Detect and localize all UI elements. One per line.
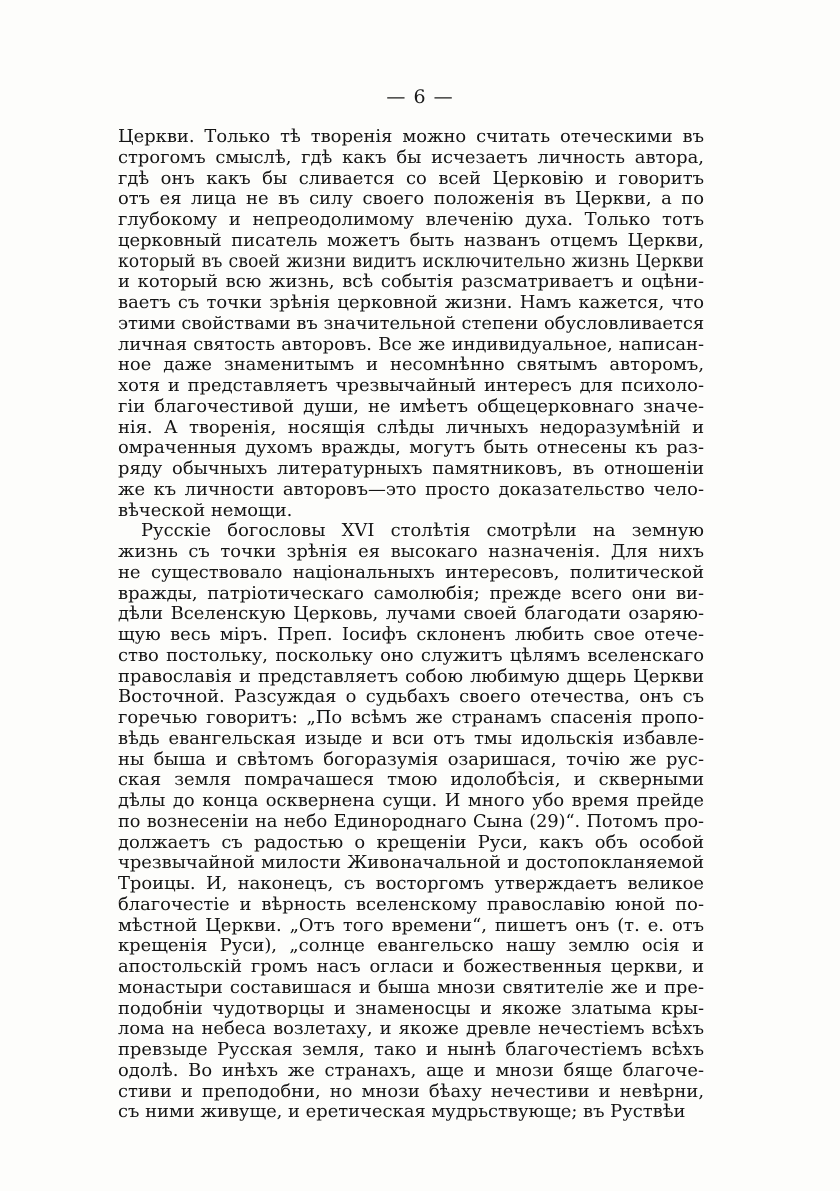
text-line: Русскіе богословы XVI столѣтія смотрѣли на земную <box>141 521 704 542</box>
text-line: церковный писатель можетъ быть названъ отцемъ Церкви, <box>118 230 704 251</box>
text-line: ны быша и свѣтомъ богоразумія озаришася, точію же рус- <box>118 749 704 770</box>
text-line: личная святость авторовъ. Все же индивидуальное, написан- <box>118 334 704 355</box>
paragraph <box>118 521 704 1123</box>
text-line: отъ ея лица не въ силу своего положенія въ Церкви, а по <box>118 189 704 210</box>
text-line: православія и представляетъ собою любимую дщерь Церкви <box>118 666 704 687</box>
text-line: Восточной. Разсуждая о судьбахъ своего отечества, онъ съ <box>118 687 704 708</box>
text-line: мѣстной Церкви. „Отъ того времени“, пишетъ онъ (т. е. отъ <box>118 915 704 936</box>
text-line: вражды, патріотическаго самолюбія; прежде всего они ви- <box>118 583 704 604</box>
text-line: и который всю жизнь, всѣ событія разсматриваетъ и оцѣни- <box>118 272 704 293</box>
text-line: ваетъ съ точки зрѣнія церковной жизни. Намъ кажется, что <box>118 293 704 313</box>
text-line: одолѣ. Во инѣхъ же странахъ, аще и мнози бяще благоче- <box>118 1060 704 1081</box>
text-line: благочестіе и вѣрность вселенскому православію юной по- <box>118 894 704 915</box>
text-line: строгомъ смыслѣ, гдѣ какъ бы исчезаетъ личность автора, <box>118 147 704 168</box>
text-line: гдѣ онъ какъ бы сливается со всей Церковію и говоритъ <box>118 168 704 189</box>
text-line: ряду обычныхъ литературныхъ памятниковъ, въ отношеніи <box>118 459 704 479</box>
text-line: стиви и преподобни, но мнози бѣаху нечестиви и невѣрни, <box>118 1081 704 1102</box>
text-line: должаетъ съ радостью о крещеніи Руси, какъ объ особой <box>118 832 704 853</box>
text-line: крещенія Руси), „солнце евангельско нашу землю осія и <box>118 936 704 957</box>
text-line: монастыри составишася и быша мнози святителіе же и пре- <box>118 977 704 998</box>
text-line: вѣческой немощи. <box>118 500 293 521</box>
paragraph <box>118 127 704 521</box>
text-line: съ ними живуще, и еретическая мудрьствующе; въ Руствѣи <box>118 1102 686 1123</box>
text-line: жизнь съ точки зрѣнія ея высокаго назначенія. Для нихъ <box>118 542 704 562</box>
text-line: щую весь міръ. Преп. Іосифъ склоненъ любить свое отече- <box>118 625 704 645</box>
text-line: лома на небеса возлетаху, и якоже древле нечестіемъ всѣхъ <box>118 1019 704 1040</box>
page-text <box>118 127 704 1123</box>
page-number: — 6 — <box>386 86 454 108</box>
text-line: апостольскій громъ насъ огласи и божественныя церкви, и <box>118 957 704 977</box>
text-line: ное даже знаменитымъ и несомнѣнно святымъ авторомъ, <box>118 355 704 376</box>
text-line: Троицы. И, наконецъ, съ восторгомъ утверждаетъ великое <box>118 874 704 894</box>
text-line: вѣдь евангельская изыде и вси отъ тмы идольскія избавле- <box>118 728 704 749</box>
text-line: этими свойствами въ значительной степени обусловливается <box>118 313 704 334</box>
text-line: превзыде Русская земля, тако и нынѣ благочестіемъ всѣхъ <box>118 1040 704 1060</box>
text-line: же къ личности авторовъ—это просто доказательство чело- <box>118 479 704 500</box>
text-line: нія. А творенія, носящія слѣды личныхъ недоразумѣній и <box>118 417 704 438</box>
text-line: хотя и представляетъ чрезвычайный интересъ для психоло- <box>118 376 704 396</box>
text-line: который въ своей жизни видитъ исключительно жизнь Церкви <box>118 251 704 272</box>
text-line: не существовало національныхъ интересовъ, политической <box>118 562 704 583</box>
text-line: Церкви. Только тѣ творенія можно считать отеческими въ <box>118 127 704 147</box>
text-line: ская земля помрачашеся тмою идолобѣсія, и скверными <box>118 770 704 791</box>
text-line: по вознесеніи на небо Единороднаго Сына (29)“. Потомъ про- <box>118 811 704 832</box>
text-line: дѣлы до конца осквернена сущи. И много убо время прейде <box>118 791 704 811</box>
text-line: омраченныя духомъ вражды, могутъ быть отнесены къ раз- <box>118 438 704 459</box>
text-line: ство постольку, поскольку оно служитъ цѣлямъ вселенскаго <box>118 645 704 666</box>
text-line: глубокому и непреодолимому влеченію духа. Только тотъ <box>118 210 704 230</box>
text-line: подобніи чудотворцы и знаменосцы и якоже златыма кры- <box>118 998 704 1019</box>
text-line: горечью говоритъ: „По всѣмъ же странамъ спасенія пропо- <box>118 708 704 728</box>
text-line: дѣли Вселенскую Церковь, лучами своей благодати озаряю- <box>118 604 704 625</box>
text-line: гіи благочестивой души, не имѣетъ общецерковнаго значе- <box>118 396 704 417</box>
text-line: чрезвычайной милости Живоначальной и достопокланяемой <box>118 853 704 874</box>
